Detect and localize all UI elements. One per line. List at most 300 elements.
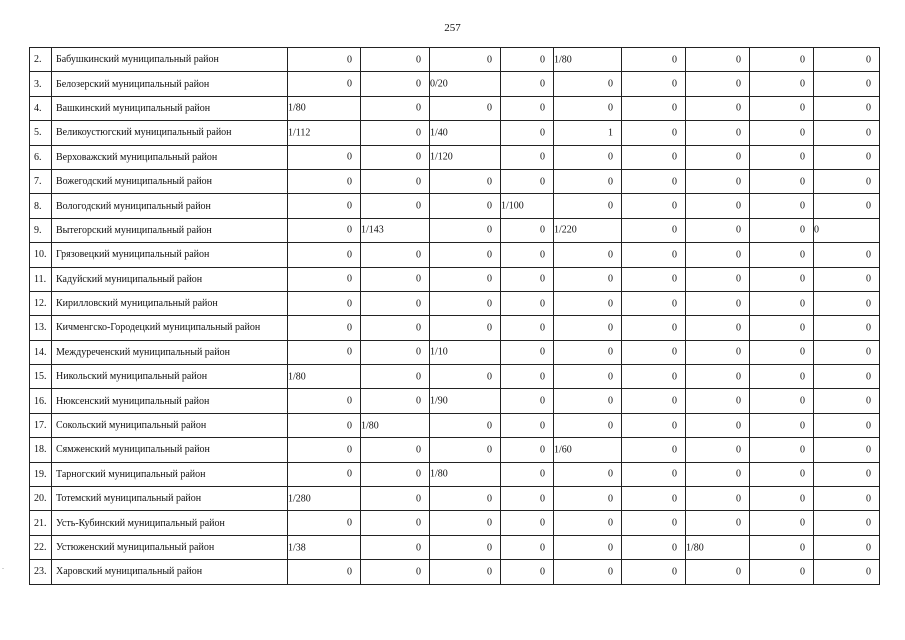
cell-value: 1/100 (501, 200, 524, 212)
table-body (30, 48, 880, 585)
cell-value: 0 (736, 102, 741, 114)
cell-value: 0 (800, 517, 805, 529)
row-number: 7. (30, 169, 52, 193)
value-cell (686, 560, 750, 584)
value-cell (361, 389, 430, 413)
value-cell (501, 96, 554, 120)
cell-value: 0 (866, 517, 871, 529)
table-row (30, 340, 880, 364)
cell-value: 0 (347, 566, 352, 578)
value-cell (622, 121, 686, 145)
cell-value: 0 (347, 298, 352, 310)
value-cell (814, 340, 880, 364)
cell-value: 0 (672, 517, 677, 529)
cell-value: 0 (672, 395, 677, 407)
table-row (30, 72, 880, 96)
value-cell (814, 243, 880, 267)
value-cell (501, 511, 554, 535)
cell-value: 0 (416, 468, 421, 480)
cell-value: 0 (540, 273, 545, 285)
cell-value: 1/80 (554, 54, 572, 66)
value-cell (288, 48, 361, 72)
value-cell (430, 560, 501, 584)
cell-value: 0 (736, 517, 741, 529)
cell-value: 0 (540, 102, 545, 114)
value-cell (361, 48, 430, 72)
value-cell (750, 194, 814, 218)
district-name: Вожегодский муниципальный район (52, 169, 288, 193)
row-number: 19. (30, 462, 52, 486)
value-cell (288, 218, 361, 242)
value-cell (750, 121, 814, 145)
value-cell (554, 560, 622, 584)
table-row (30, 121, 880, 145)
value-cell (686, 72, 750, 96)
value-cell (686, 413, 750, 437)
value-cell (501, 145, 554, 169)
value-cell (622, 560, 686, 584)
value-cell (622, 291, 686, 315)
cell-value: 0 (416, 542, 421, 553)
row-number: 22. (30, 535, 52, 559)
cell-value: 0 (540, 420, 545, 432)
value-cell (361, 218, 430, 242)
cell-value: 0 (540, 346, 545, 358)
cell-value: 0 (487, 493, 492, 505)
district-name: Вашкинский муниципальный район (52, 96, 288, 120)
cell-value: 0 (347, 468, 352, 480)
table-row (30, 48, 880, 72)
cell-value: 0 (800, 54, 805, 66)
value-cell (554, 96, 622, 120)
value-cell (430, 194, 501, 218)
cell-value: 0 (736, 273, 741, 285)
cell-value: 0 (540, 444, 545, 456)
district-name: Сокольский муниципальный район (52, 413, 288, 437)
cell-value: 0 (540, 566, 545, 578)
district-name: Кадуйский муниципальный район (52, 267, 288, 291)
value-cell (814, 560, 880, 584)
cell-value: 0 (487, 54, 492, 66)
value-cell (288, 413, 361, 437)
value-cell (361, 365, 430, 389)
value-cell (361, 462, 430, 486)
value-cell (686, 487, 750, 511)
table-row (30, 291, 880, 315)
cell-value: 0 (487, 273, 492, 285)
cell-value: 0 (736, 54, 741, 66)
cell-value: 0 (672, 493, 677, 505)
value-cell (430, 389, 501, 413)
cell-value: 0 (866, 542, 871, 553)
cell-value: 1/220 (554, 224, 577, 236)
cell-value: 1/120 (430, 151, 453, 163)
cell-value: 1/80 (430, 468, 448, 480)
cell-value: 0 (736, 224, 741, 236)
value-cell (622, 316, 686, 340)
value-cell (361, 511, 430, 535)
table-row (30, 389, 880, 413)
row-number: 2. (30, 48, 52, 72)
cell-value: 0 (866, 151, 871, 163)
cell-value: 0 (736, 200, 741, 212)
cell-value: 0 (672, 273, 677, 285)
value-cell (361, 96, 430, 120)
table-row (30, 316, 880, 340)
cell-value: 0 (800, 78, 805, 90)
value-cell (814, 169, 880, 193)
cell-value: 1/60 (554, 444, 572, 456)
cell-value: 0 (800, 395, 805, 407)
cell-value: 1/80 (361, 420, 379, 432)
cell-value: 1/90 (430, 395, 448, 407)
value-cell (750, 413, 814, 437)
district-name: Кичменгско-Городецкий муниципальный район (52, 316, 288, 340)
cell-value: 0 (672, 346, 677, 358)
cell-value: 0 (672, 468, 677, 480)
cell-value: 0 (736, 346, 741, 358)
cell-value: 0 (347, 54, 352, 66)
cell-value: 0 (608, 371, 613, 383)
value-cell (288, 535, 361, 559)
value-cell (750, 243, 814, 267)
value-cell (814, 72, 880, 96)
cell-value: 0 (800, 346, 805, 358)
value-cell (814, 48, 880, 72)
value-cell (622, 487, 686, 511)
cell-value: 0 (608, 249, 613, 261)
value-cell (430, 316, 501, 340)
cell-value: 0 (800, 298, 805, 310)
value-cell (288, 316, 361, 340)
cell-value: 0 (866, 322, 871, 334)
value-cell (686, 291, 750, 315)
cell-value: 0 (800, 151, 805, 163)
cell-value: 0 (487, 224, 492, 236)
value-cell (288, 438, 361, 462)
cell-value: 0 (736, 298, 741, 310)
value-cell (288, 96, 361, 120)
cell-value: 0 (416, 493, 421, 505)
cell-value: 1/143 (361, 224, 384, 236)
cell-value: 0 (672, 566, 677, 578)
cell-value: 0 (347, 273, 352, 285)
value-cell (686, 96, 750, 120)
cell-value: 0 (487, 444, 492, 456)
cell-value: 0 (866, 371, 871, 383)
value-cell (288, 243, 361, 267)
value-cell (430, 413, 501, 437)
cell-value: 0 (736, 444, 741, 456)
value-cell (554, 462, 622, 486)
cell-value: 0 (608, 176, 613, 188)
cell-value: 0 (800, 444, 805, 456)
cell-value: 1/10 (430, 346, 448, 358)
cell-value: 1/80 (288, 102, 306, 114)
cell-value: 0 (866, 298, 871, 310)
cell-value: 0 (416, 273, 421, 285)
value-cell (361, 413, 430, 437)
cell-value: 0 (866, 493, 871, 505)
value-cell (501, 169, 554, 193)
value-cell (501, 243, 554, 267)
value-cell (622, 511, 686, 535)
cell-value: 0 (736, 468, 741, 480)
page-number: 257 (444, 22, 461, 34)
cell-value: 0 (866, 420, 871, 432)
cell-value: 0 (540, 224, 545, 236)
value-cell (814, 291, 880, 315)
cell-value: 1/112 (288, 127, 311, 139)
value-cell (622, 365, 686, 389)
value-cell (750, 267, 814, 291)
value-cell (750, 340, 814, 364)
cell-value: 0 (800, 493, 805, 505)
value-cell (686, 365, 750, 389)
cell-value: 0 (487, 200, 492, 212)
value-cell (686, 535, 750, 559)
value-cell (501, 389, 554, 413)
value-cell (554, 72, 622, 96)
cell-value: 0 (347, 78, 352, 90)
value-cell (554, 267, 622, 291)
value-cell (686, 316, 750, 340)
value-cell (501, 316, 554, 340)
table-row (30, 218, 880, 242)
value-cell (686, 121, 750, 145)
table-row (30, 169, 880, 193)
cell-value: 1/40 (430, 127, 448, 139)
district-name: Бабушкинский муниципальный район (52, 48, 288, 72)
table-row (30, 365, 880, 389)
value-cell (288, 340, 361, 364)
value-cell (430, 243, 501, 267)
value-cell (430, 438, 501, 462)
value-cell (288, 389, 361, 413)
cell-value: 0 (800, 371, 805, 383)
value-cell (430, 145, 501, 169)
cell-value: 0 (608, 566, 613, 578)
cell-value: 0 (416, 444, 421, 456)
value-cell (430, 72, 501, 96)
table-row (30, 267, 880, 291)
value-cell (288, 121, 361, 145)
cell-value: 0 (736, 566, 741, 578)
value-cell (814, 145, 880, 169)
cell-value: 0 (800, 176, 805, 188)
value-cell (288, 291, 361, 315)
cell-value: 0 (540, 468, 545, 480)
value-cell (554, 194, 622, 218)
cell-value: 0 (416, 200, 421, 212)
value-cell (288, 487, 361, 511)
value-cell (501, 487, 554, 511)
cell-value: 0 (608, 151, 613, 163)
cell-value: 0 (540, 542, 545, 553)
value-cell (750, 72, 814, 96)
row-number: 6. (30, 145, 52, 169)
cell-value: 0 (672, 371, 677, 383)
value-cell (430, 462, 501, 486)
district-name: Вологодский муниципальный район (52, 194, 288, 218)
value-cell (501, 218, 554, 242)
cell-value: 0 (672, 542, 677, 553)
cell-value: 0 (487, 371, 492, 383)
value-cell (554, 218, 622, 242)
value-cell (554, 48, 622, 72)
value-cell (501, 438, 554, 462)
value-cell (288, 560, 361, 584)
cell-value: 0 (866, 346, 871, 358)
row-number: 14. (30, 340, 52, 364)
table-row (30, 487, 880, 511)
cell-value: 0 (800, 200, 805, 212)
cell-value: 0 (800, 102, 805, 114)
value-cell (750, 316, 814, 340)
cell-value: 0 (347, 395, 352, 407)
cell-value: 0 (866, 54, 871, 66)
cell-value: 0 (736, 395, 741, 407)
value-cell (686, 438, 750, 462)
value-cell (750, 365, 814, 389)
value-cell (430, 365, 501, 389)
value-cell (501, 48, 554, 72)
district-name: Сямженский муниципальный район (52, 438, 288, 462)
cell-value: 0 (672, 176, 677, 188)
cell-value: 0 (347, 200, 352, 212)
value-cell (288, 267, 361, 291)
value-cell (361, 267, 430, 291)
value-cell (501, 340, 554, 364)
value-cell (361, 340, 430, 364)
cell-value: 0 (672, 444, 677, 456)
value-cell (686, 243, 750, 267)
row-number: 8. (30, 194, 52, 218)
cell-value: 0 (487, 542, 492, 553)
cell-value: 0 (416, 322, 421, 334)
cell-value: 0 (608, 517, 613, 529)
cell-value: 1/80 (686, 542, 704, 553)
cell-value: 0 (800, 566, 805, 578)
value-cell (750, 218, 814, 242)
cell-value: 0 (736, 249, 741, 261)
value-cell (622, 243, 686, 267)
margin-mark: - (2, 566, 4, 572)
value-cell (501, 121, 554, 145)
cell-value: 0 (608, 468, 613, 480)
cell-value: 1/280 (288, 493, 311, 505)
cell-value: 1/38 (288, 542, 306, 553)
value-cell (430, 511, 501, 535)
value-cell (361, 121, 430, 145)
value-cell (288, 462, 361, 486)
value-cell (686, 194, 750, 218)
cell-value: 0 (608, 395, 613, 407)
value-cell (622, 340, 686, 364)
cell-value: 0 (800, 420, 805, 432)
value-cell (288, 145, 361, 169)
value-cell (750, 48, 814, 72)
cell-value: 0 (416, 371, 421, 383)
table-row (30, 96, 880, 120)
value-cell (686, 218, 750, 242)
row-number: 23. (30, 560, 52, 584)
cell-value: 0 (866, 200, 871, 212)
row-number: 13. (30, 316, 52, 340)
cell-value: 0 (866, 444, 871, 456)
value-cell (430, 340, 501, 364)
cell-value: 0 (736, 493, 741, 505)
value-cell (686, 389, 750, 413)
cell-value: 0 (416, 566, 421, 578)
row-number: 9. (30, 218, 52, 242)
cell-value: 0 (487, 322, 492, 334)
value-cell (501, 560, 554, 584)
cell-value: 0 (416, 78, 421, 90)
cell-value: 0 (416, 517, 421, 529)
cell-value: 0 (540, 322, 545, 334)
value-cell (554, 389, 622, 413)
value-cell (814, 121, 880, 145)
value-cell (814, 487, 880, 511)
value-cell (430, 487, 501, 511)
cell-value: 0 (608, 102, 613, 114)
value-cell (750, 96, 814, 120)
value-cell (750, 462, 814, 486)
value-cell (361, 72, 430, 96)
cell-value: 0 (608, 78, 613, 90)
cell-value: 0 (416, 176, 421, 188)
value-cell (686, 145, 750, 169)
cell-value: 0 (540, 249, 545, 261)
cell-value: 0 (672, 102, 677, 114)
district-name: Тарногский муниципальный район (52, 462, 288, 486)
cell-value: 0 (736, 78, 741, 90)
cell-value: 0 (866, 78, 871, 90)
value-cell (750, 511, 814, 535)
value-cell (361, 487, 430, 511)
cell-value: 0/20 (430, 78, 448, 90)
cell-value: 0 (487, 566, 492, 578)
value-cell (750, 389, 814, 413)
cell-value: 0 (866, 127, 871, 139)
row-number: 11. (30, 267, 52, 291)
cell-value: 0 (672, 249, 677, 261)
cell-value: 0 (866, 395, 871, 407)
table-row (30, 438, 880, 462)
value-cell (288, 72, 361, 96)
value-cell (288, 194, 361, 218)
value-cell (622, 48, 686, 72)
value-cell (814, 438, 880, 462)
value-cell (686, 511, 750, 535)
table-row (30, 535, 880, 559)
value-cell (361, 194, 430, 218)
value-cell (622, 194, 686, 218)
cell-value: 0 (416, 102, 421, 114)
district-name: Белозерский муниципальный район (52, 72, 288, 96)
value-cell (554, 511, 622, 535)
value-cell (361, 316, 430, 340)
district-name: Нюксенский муниципальный район (52, 389, 288, 413)
value-cell (750, 145, 814, 169)
value-cell (622, 462, 686, 486)
value-cell (750, 438, 814, 462)
value-cell (622, 389, 686, 413)
cell-value: 0 (540, 176, 545, 188)
table-row (30, 462, 880, 486)
cell-value: 0 (866, 566, 871, 578)
